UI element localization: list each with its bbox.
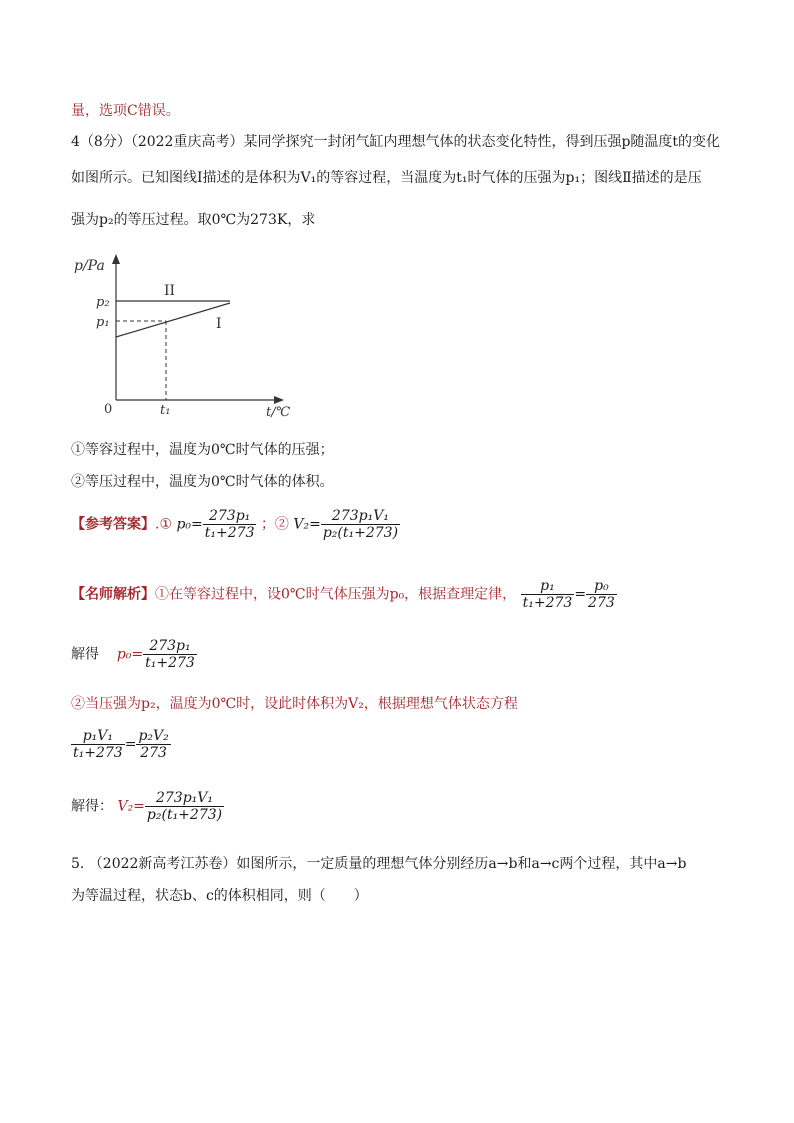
answer-frac2-num: 273p₁V₁ [331, 508, 389, 524]
analysis-state-equation [71, 728, 171, 761]
solve1-frac-num: 273p₁ [149, 638, 191, 654]
solve2-label: 解得： [71, 798, 113, 815]
state-eq-right [136, 728, 170, 761]
answer-mark1: .① [155, 516, 173, 533]
analysis-part1 [71, 578, 617, 611]
answer-frac1 [203, 508, 257, 541]
charles-law-left [521, 578, 575, 611]
solve2-frac [145, 790, 224, 823]
charles-law-right-num: p₀ [594, 578, 609, 594]
analysis-text1: ①在等容过程中，设0℃时气体压强为p₀，根据查理定律， [155, 586, 517, 603]
q4-sub2: ②等压过程中，温度为0℃时气体的体积。 [71, 474, 334, 490]
charles-law-left-num: p₁ [540, 578, 555, 594]
solve2-frac-num: 273p₁V₁ [155, 790, 214, 806]
charles-law-right [586, 578, 617, 611]
state-eq-eq: = [124, 736, 137, 753]
state-eq-left-den: t₁+273 [73, 745, 123, 761]
prev-answer-tail: 量，选项C错误。 [71, 103, 180, 119]
answer-lhs1: p₀= [176, 516, 203, 533]
q5-stem-line1: 5. （2022新高考江苏卷）如图所示，一定质量的理想气体分别经历a→b和a→c两个过程，其中a→b [71, 856, 687, 872]
q4-sub1: ①等容过程中，温度为0℃时气体的压强； [71, 442, 334, 458]
solve1-frac [143, 638, 197, 671]
answer-frac1-num: 273p₁ [208, 508, 251, 524]
solve2-lhs: V₂= [117, 798, 145, 815]
state-eq-left [71, 728, 125, 761]
answer-frac2-den: p₂(t₁+273) [322, 525, 399, 541]
line-I-label: I [216, 316, 222, 332]
t1-label: t₁ [160, 403, 171, 418]
solve1-frac-den: t₁+273 [145, 655, 195, 671]
state-eq-left-num: p₁V₁ [82, 728, 113, 744]
p2-label: p₂ [96, 295, 110, 310]
x-axis-arrow [274, 396, 284, 404]
answer-frac2 [321, 508, 400, 541]
q4-stem-line3: 强为p₂的等压过程。取0℃为273K，求 [71, 212, 316, 228]
line-II-label: II [164, 283, 176, 299]
solve1-lhs: p₀= [116, 646, 144, 663]
solve2-frac-den: p₂(t₁+273) [146, 807, 223, 823]
answer-frac1-den: t₁+273 [204, 525, 255, 541]
charles-law-right-den: 273 [588, 595, 615, 611]
solve1-label: 解得 [71, 646, 99, 663]
answer-lhs2: V₂= [293, 516, 321, 533]
line-I [116, 303, 230, 337]
y-axis-label: p/Pa [74, 258, 105, 274]
origin-label: 0 [104, 402, 113, 417]
y-axis-arrow [112, 254, 120, 264]
analysis-text2: ②当压强为p₂，温度为0℃时，设此时体积为V₂，根据理想气体状态方程 [71, 696, 518, 712]
q4-stem-line2: 如图所示。已知图线Ⅰ描述的是体积为V₁的等容过程，当温度为t₁时气体的压强为p₁；图线Ⅱ描述的是压 [71, 170, 702, 186]
analysis-solve2 [71, 790, 224, 823]
charles-law-eq: = [574, 586, 587, 603]
analysis-solve1 [71, 638, 197, 671]
reference-answer [71, 508, 400, 541]
pressure-temperature-graph [70, 250, 300, 422]
answer-sep: ；② [260, 516, 289, 533]
state-eq-right-den: 273 [136, 744, 170, 761]
answer-tag: 【参考答案】 [71, 516, 155, 533]
q5-stem-line2: 为等温过程，状态b、c的体积相同，则（ ） [71, 888, 368, 904]
p1-label: p₁ [96, 315, 110, 330]
analysis-tag: 【名师解析】 [71, 586, 155, 603]
q4-stem-line1: 4（8分）（2022重庆高考）某同学探究一封闭气缸内理想气体的状态变化特性，得到压强p随温度t的变化 [71, 134, 721, 150]
x-axis-label: t/℃ [266, 405, 291, 420]
charles-law-left-den: t₁+273 [522, 595, 573, 611]
state-eq-right-num: p₂V₂ [138, 728, 169, 744]
